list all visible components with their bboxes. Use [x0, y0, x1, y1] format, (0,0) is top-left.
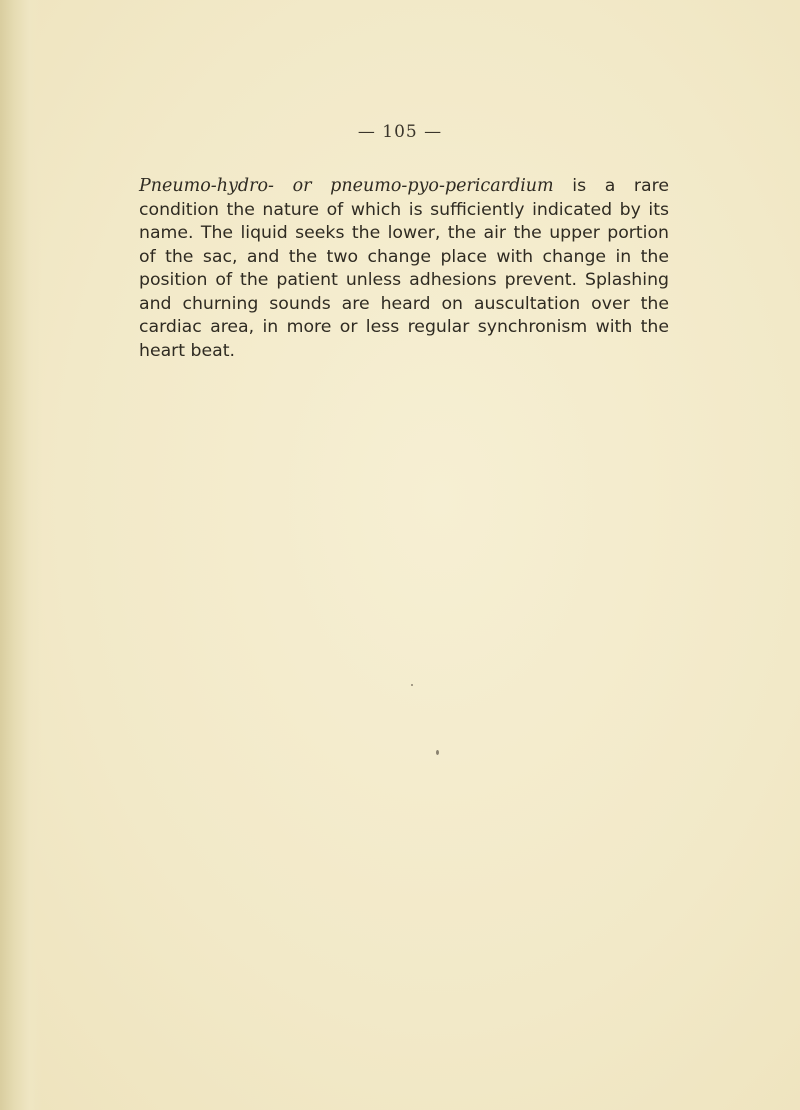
paper-speck: [436, 750, 439, 755]
italic-term: Pneumo-hydro- or pneumo-pyo-pericardium: [139, 176, 554, 197]
body-paragraph: [139, 175, 669, 363]
paper-speck: [411, 684, 413, 686]
binding-edge: [0, 0, 42, 1110]
page-number: — 105 —: [357, 122, 443, 142]
paragraph-text: is a rare condition the nature of which is sufficiently indicated by its name. The liquid seeks the lower, the air the upper portion of the sac, and the two change place with change in the position of the patient unless adhesions prevent. Splashing and churning sounds are heard on auscultation over the cardiac area, in more or less regular synchronism with the heart beat.: [139, 176, 669, 361]
